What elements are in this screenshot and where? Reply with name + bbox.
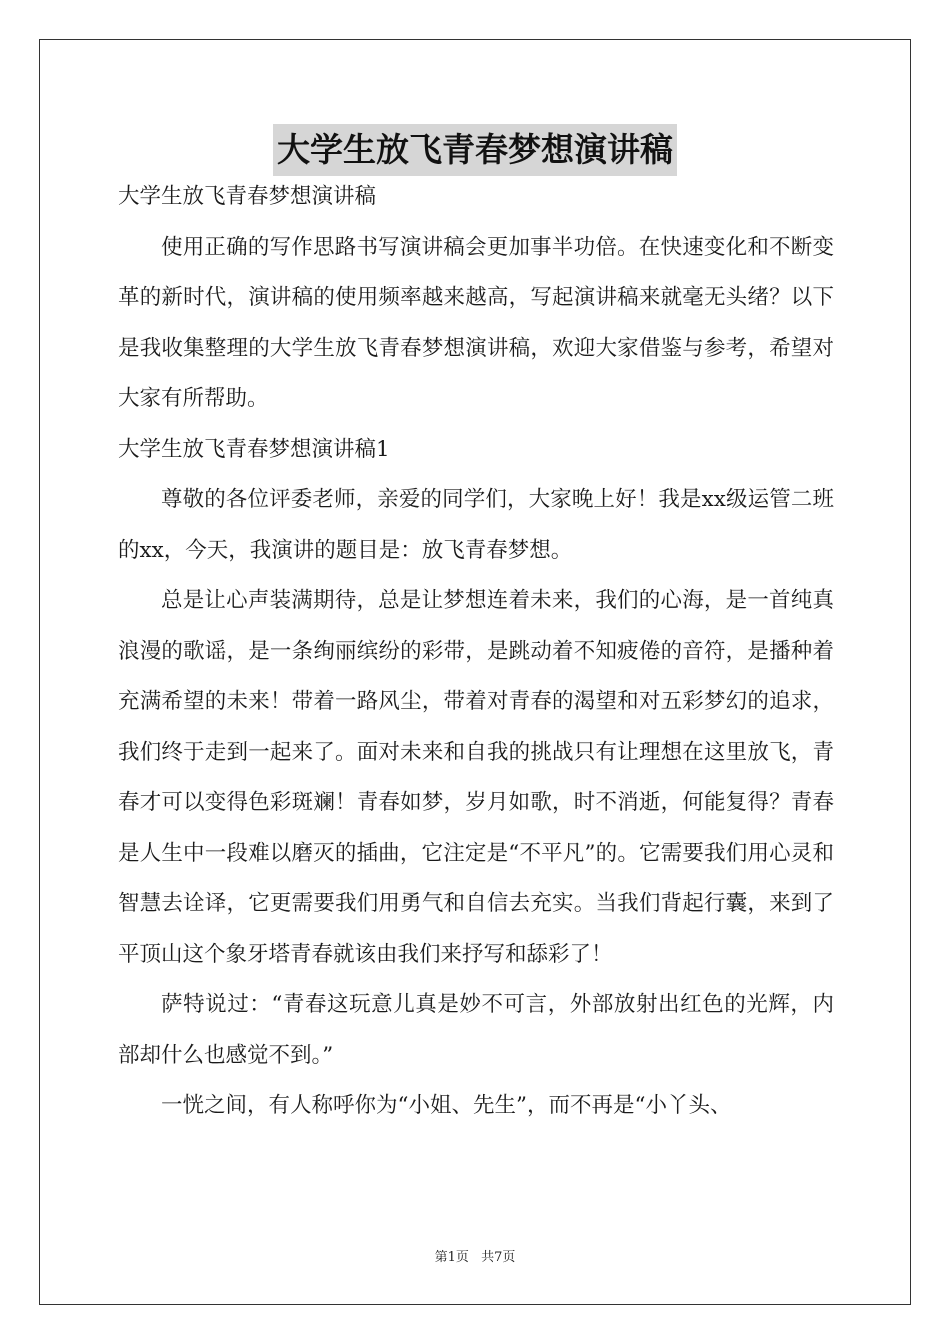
page-number: 第1页 xyxy=(434,1250,469,1265)
paragraph-quote: 萨特说过：“青春这玩意儿真是妙不可言，外部放射出红色的光辉，内部却什么也感觉不到。” xyxy=(118,992,834,1068)
paragraph-heading: 大学生放飞青春梦想演讲稿 xyxy=(118,184,377,209)
page-footer xyxy=(0,1246,950,1265)
paragraph-continued: 一恍之间，有人称呼你为“小姐、先生”，而不再是“小丫头、 xyxy=(161,1093,732,1118)
paragraph-intro: 使用正确的写作思路书写演讲稿会更加事半功倍。在快速变化和不断变革的新时代，演讲稿的使用频率越来越高，写起演讲稿来就毫无头绪？以下是我收集整理的大学生放飞青春梦想演讲稿，欢迎大家借鉴与参考，希望对大家有所帮助。 xyxy=(118,234,834,411)
document-title: 大学生放飞青春梦想演讲稿 xyxy=(273,124,677,176)
page-total: 共7页 xyxy=(481,1250,516,1265)
paragraph-body: 总是让心声装满期待，总是让梦想连着未来，我们的心海，是一首纯真浪漫的歌谣，是一条绚丽缤纷的彩带，是跳动着不知疲倦的音符，是播种着充满希望的未来！带着一路风尘，带着对青春的渴望和对五彩梦幻的追求，我们终于走到一起来了。面对未来和自我的挑战只有让理想在这里放飞，青春才可以变得色彩斑斓！青春如梦，岁月如歌，时不消逝，何能复得？青春是人生中一段难以磨灭的插曲，它注定是“不平凡”的。它需要我们用心灵和智慧去诠译，它更需要我们用勇气和自信去充实。当我们背起行囊，来到了平顶山这个象牙塔青春就该由我们来抒写和舔彩了！ xyxy=(118,588,834,967)
title-wrap xyxy=(0,124,950,176)
paragraph-section-heading: 大学生放飞青春梦想演讲稿1 xyxy=(118,436,390,462)
paragraph-greeting: 尊敬的各位评委老师，亲爱的同学们，大家晚上好！我是xx级运管二班的xx，今天，我演讲的题目是：放飞青春梦想。 xyxy=(118,487,834,563)
document-body xyxy=(118,172,834,1132)
